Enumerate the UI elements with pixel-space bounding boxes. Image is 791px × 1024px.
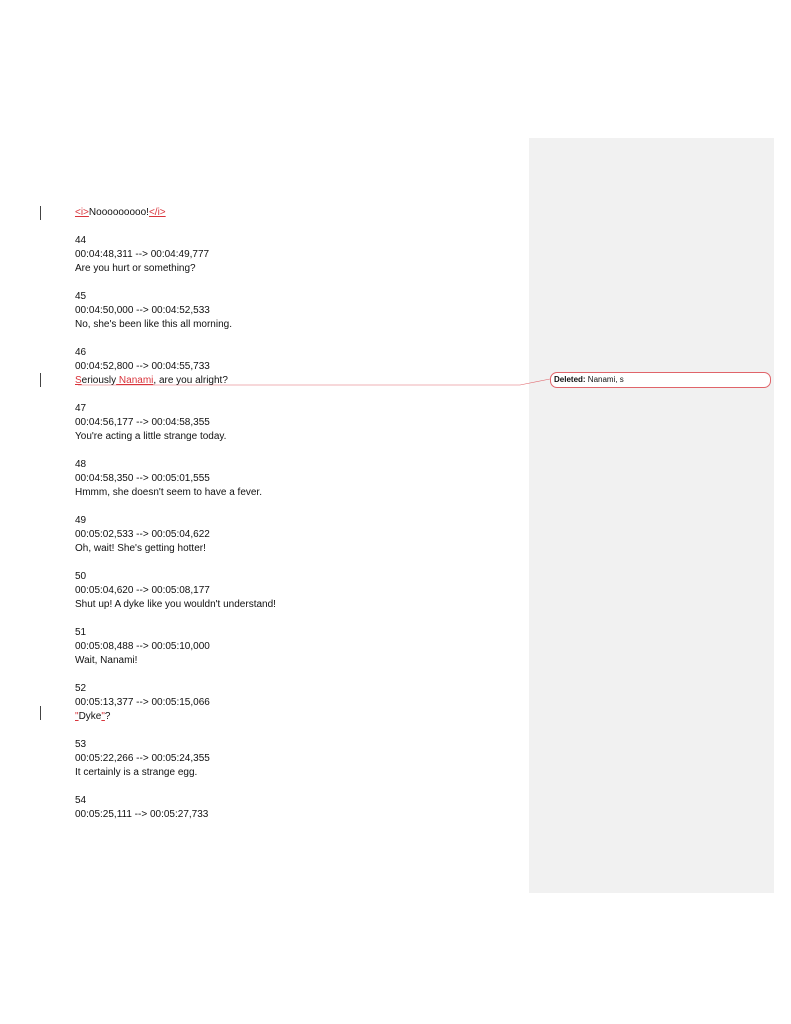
entry-text: You're acting a little strange today. xyxy=(75,431,227,442)
entry-number: 44 xyxy=(75,235,87,246)
inserted-text: Nanami xyxy=(116,375,154,386)
text-segment: Dyke xyxy=(78,711,102,722)
entry-number: 45 xyxy=(75,291,87,302)
entry-text: Wait, Nanami! xyxy=(75,655,138,666)
entry-timecode: 00:04:52,800 --> 00:04:55,733 xyxy=(75,361,210,372)
entry-text: It certainly is a strange egg. xyxy=(75,767,198,778)
entry-text: Are you hurt or something? xyxy=(75,263,196,274)
deleted-comment-balloon[interactable] xyxy=(550,372,771,388)
entry-number: 49 xyxy=(75,515,87,526)
comment-label: Deleted: xyxy=(554,375,586,384)
entry-number: 54 xyxy=(75,795,87,806)
entry-timecode: 00:05:08,488 --> 00:05:10,000 xyxy=(75,641,210,652)
entry-timecode: 00:04:48,311 --> 00:04:49,777 xyxy=(75,249,210,260)
text-segment: , are you alright? xyxy=(153,375,228,386)
entry-text: Oh, wait! She's getting hotter! xyxy=(75,543,206,554)
intro-text: Nooooooooo! xyxy=(88,207,149,218)
entry-timecode: 00:05:04,620 --> 00:05:08,177 xyxy=(75,585,210,596)
entry-timecode: 00:04:58,350 --> 00:05:01,555 xyxy=(75,473,210,484)
inserted-text: <i> xyxy=(75,207,89,218)
entry-timecode: 00:05:22,266 --> 00:05:24,355 xyxy=(75,753,210,764)
entry-text: No, she's been like this all morning. xyxy=(75,319,232,330)
entry-timecode: 00:05:02,533 --> 00:05:04,622 xyxy=(75,529,210,540)
entry-number: 48 xyxy=(75,459,87,470)
subtitle-text xyxy=(75,206,515,822)
entry-text-tracked xyxy=(75,374,515,388)
entry-timecode: 00:05:25,111 --> 00:05:27,733 xyxy=(75,809,209,820)
entry-number: 47 xyxy=(75,403,87,414)
comment-text: Nanami, s xyxy=(585,375,624,384)
entry-timecode: 00:05:13,377 --> 00:05:15,066 xyxy=(75,697,210,708)
inserted-text: </i> xyxy=(148,207,166,218)
entry-number: 53 xyxy=(75,739,87,750)
entry-number: 52 xyxy=(75,683,87,694)
entry-timecode: 00:04:56,177 --> 00:04:58,355 xyxy=(75,417,210,428)
text-segment: eriously xyxy=(81,375,117,386)
entry-number: 46 xyxy=(75,347,87,358)
entry-timecode: 00:04:50,000 --> 00:04:52,533 xyxy=(75,305,210,316)
entry-number: 51 xyxy=(75,627,87,638)
entry-number: 50 xyxy=(75,571,87,582)
inserted-text: " xyxy=(101,711,105,722)
inserted-text: S xyxy=(75,375,82,386)
entry-text: Hmmm, she doesn't seem to have a fever. xyxy=(75,487,262,498)
inserted-text: " xyxy=(75,711,79,722)
entry-text-tracked xyxy=(75,710,515,724)
entry-text: Shut up! A dyke like you wouldn't understand! xyxy=(75,599,276,610)
intro-line xyxy=(75,206,515,220)
text-segment: ? xyxy=(104,711,111,722)
